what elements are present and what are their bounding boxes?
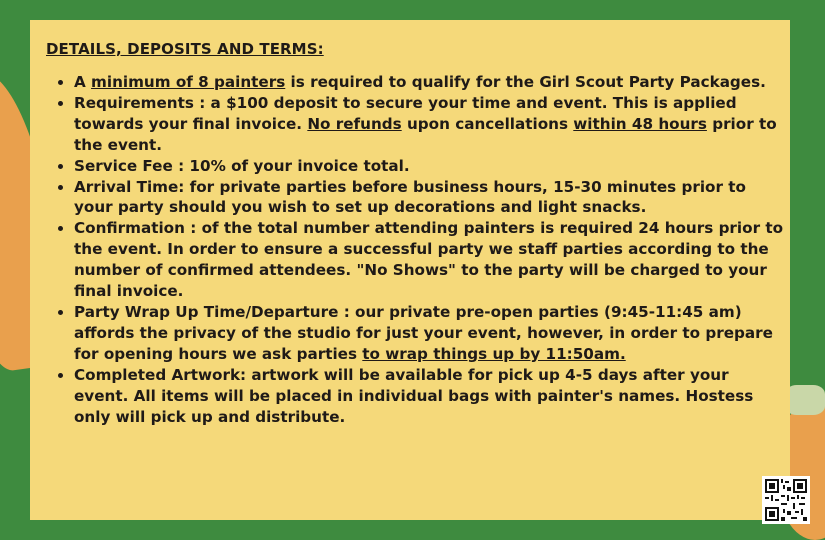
- list-item-minimum-painters: [74, 72, 784, 93]
- decorative-light-shape-right: [785, 385, 825, 415]
- section-heading: DETAILS, DEPOSITS AND TERMS:: [46, 40, 324, 58]
- underlined-text: within 48 hours: [573, 114, 707, 133]
- terms-panel: [30, 20, 790, 520]
- underlined-text: to wrap things up by 11:50am.: [362, 344, 626, 363]
- terms-list: [54, 72, 784, 427]
- text: Requirements : a $100 deposit to secure your time and event. This is applied towards your final invoice.: [74, 93, 737, 133]
- underlined-text: minimum of 8 painters: [91, 73, 286, 91]
- text: upon cancellations: [401, 114, 574, 133]
- text: Party Wrap Up Time/Departure : our private pre-open parties (9:45-11:45 am) affords the privacy of the studio for just your event, however, in order to prepare for opening hours we ask parties: [74, 302, 773, 363]
- qr-code-icon: [762, 476, 810, 524]
- list-item-confirmation: • Confirmation : of the total number attending painters is required 24 hours prior to the event. In order to ensure a successful party we staff parties according to the number of confirmed attendees. "No Shows" to the party will be charged to your final invoice.: [74, 218, 784, 302]
- list-item-completed-artwork: • Completed Artwork: artwork will be available for pick up 4-5 days after your event. All items will be placed in individual bags with painter's names. Hostess only will pick up and distribute.: [74, 365, 784, 428]
- underlined-text: No refunds: [307, 114, 402, 133]
- list-item-arrival-time: • Arrival Time: for private parties before business hours, 15-30 minutes prior to your party should you wish to set up decorations and light snacks.: [74, 177, 784, 219]
- list-item-service-fee: • Service Fee : 10% of your invoice total.: [74, 156, 784, 177]
- text: prior to the event.: [74, 114, 777, 154]
- text: is required to qualify for the Girl Scout Party Packages.: [285, 73, 766, 91]
- text: A: [74, 73, 92, 91]
- list-item-wrap-up-time: [74, 302, 784, 365]
- list-item-requirements: [74, 93, 784, 156]
